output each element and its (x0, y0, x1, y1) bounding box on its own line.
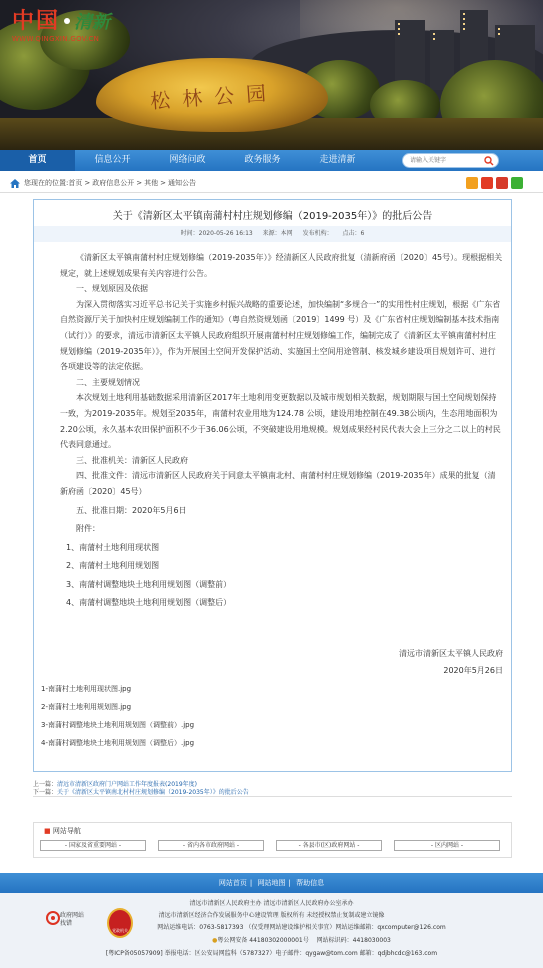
nav-home[interactable]: 首页 (0, 150, 75, 171)
list-item: 4、南蒲村调整地块土地利用规划图（调整后） (66, 598, 232, 608)
attachment-link[interactable]: 4-南蒲村调整地块土地利用规划图（调整后）.jpg (41, 739, 195, 747)
list-item: 3、南蒲村调整地块土地利用规划图（调整前） (66, 579, 232, 589)
prev-title[interactable]: 清远市清新区政府门户网站工作年度报表(2019年度) (57, 781, 197, 788)
attachment-link[interactable]: 3-南蒲村调整地块土地利用规划图（调整前）.jpg (41, 721, 195, 729)
nav-services[interactable]: 政务服务 (244, 155, 281, 165)
header-banner (0, 0, 543, 150)
paragraph: 四、批准文件：清远市清新区人民政府关于同意太平镇南北村、南蒲村村庄规划修编（2019-2035年）成果的批复（清新府函〔2020〕45号） (60, 471, 496, 496)
prev-label: 上一篇 (33, 781, 52, 788)
footer-help[interactable]: 帮助信息 (296, 879, 325, 887)
signature: 清远市清新区太平镇人民政府 (399, 649, 503, 658)
attachment-link[interactable]: 1-南蒲村土地利用现状图.jpg (41, 685, 132, 693)
next-article[interactable]: 下一篇：关于《清新区太平镇南北村村庄规划修编（2019-2035年）》的批后公告 (33, 789, 249, 796)
section-heading: 二、主要规划情况 (76, 377, 140, 387)
report-error-badge[interactable] (46, 909, 86, 939)
district-sites-select[interactable]: - 区内网站 - (394, 840, 500, 851)
next-title[interactable]: 关于《清新区太平镇南北村村庄规划修编（2019-2035年）》的批后公告 (57, 789, 249, 796)
paragraph: 为深入贯彻落实习近平总书记关于实施乡村振兴战略的重要论述，加快编制“多规合一”的实用性村庄规划，根据《广东省自然资源厅关于加快村庄规划编制工作的通知》（粤自然资规划函〔2019〕1499 号）及《广东省村庄规划编制基本技术指南（试行）》的要求，清远市清新区太平镇人民政府组织开展南蒲村村庄规划修编工作，编制完成了《清新区太平镇南蒲村村庄规划修编（2019-2035年）》，作为开展国土空间开发保护活动、实施国土空间用途管制、核发城乡建设项目规划许可、进行各项建设等的法定依据。 (60, 299, 501, 372)
article-meta (34, 226, 511, 242)
footer-police[interactable]: 粤公网安备 44180302000001号 (217, 937, 309, 944)
nav-inquiry[interactable]: 网络问政 (169, 155, 206, 165)
footer-nav: 网站首页 | 网站地图 | 帮助信息 (0, 873, 543, 893)
home-icon (10, 179, 20, 188)
list-item: 2、南蒲村土地利用规划图 (66, 561, 160, 571)
share-bar (466, 177, 523, 189)
paragraph: 本次规划土地利用基础数据采用清新区2017年土地利用变更数据以及城市规划相关数据，规划期限与国土空间规划保持一致，为2019-2035年。规划至2035年，南蒲村农业用地为124.78 公顷，建设用地控制在49.38公顷内，生态用地面积为2.20公顷，永久基本农田保护面积不少于36.06公顷，不突破建设用地规模。规划成果经村民代表大会上三分之二以上的村民代表同意通过。 (60, 393, 501, 450)
favorite-icon[interactable] (466, 177, 478, 189)
list-item: 1、南蒲村土地利用现状图 (66, 542, 160, 552)
wechat-icon[interactable] (511, 177, 523, 189)
paragraph: 三、批准机关：清新区人民政府 (76, 455, 188, 465)
badge2-text: 党政机关 (112, 928, 128, 933)
search-icon[interactable] (484, 156, 494, 166)
next-label: 下一篇 (33, 789, 52, 796)
breadcrumb-notice[interactable]: 通知公告 (167, 179, 196, 187)
county-sites-select[interactable]: - 各县市(区)政府网站 - (276, 840, 382, 851)
sign-date: 2020年5月26日 (443, 666, 503, 675)
site-links-box (33, 822, 512, 858)
badge1-text: 政府网站找错 (60, 912, 85, 927)
breadcrumb-prefix: 您现在的位置: (24, 179, 69, 187)
police-icon: ● (212, 937, 218, 944)
meta-author: 发布机构： (302, 230, 333, 237)
prev-article[interactable]: 上一篇：清远市清新区政府门户网站工作年度报表(2019年度) (33, 781, 197, 788)
nav-info-open[interactable]: 信息公开 (94, 155, 131, 165)
section-heading: 一、规划原因及依据 (76, 284, 148, 294)
footer-site-code: 网站标识码：4418030003 (316, 937, 391, 944)
qzone-icon[interactable] (496, 177, 508, 189)
article-title: 关于《清新区太平镇南蒲村村庄规划修编（2019-2035年）》的批后公告 (112, 211, 433, 222)
logo-china: 中国 (12, 9, 61, 34)
breadcrumb-other[interactable]: 其他 (144, 179, 159, 187)
links-title: ■ 网站导航 (44, 827, 81, 835)
meta-source: 来源：本网 (262, 230, 293, 237)
logo-qingxin: 清新 (74, 12, 111, 33)
article-body (60, 250, 503, 611)
footer-host: 清远市清新区人民政府主办 清远市清新区人民政府办公室承办 (189, 900, 354, 907)
site-logo[interactable] (12, 4, 110, 43)
footer-sitemap[interactable]: 网站地图 (257, 879, 286, 887)
meta-views: 点击：6 (342, 230, 365, 237)
logo-url: WWW.QINGXIN.GOV.CN (12, 35, 100, 43)
nav-about[interactable]: 走进清新 (319, 155, 356, 165)
footer-maint: 清远市清新区经济合作发展服务中心建设管理 版权所有 未经授权禁止复制或建立镜像 (158, 912, 385, 919)
meta-time: 时间：2020-05-26 16:13 (180, 230, 253, 237)
search-box (402, 153, 499, 168)
footer-contact: 网站运维电话：0763-5817393 （仅受理网站建设维护相关事宜）网站运维邮箱：qxcomputer@126.com (157, 924, 446, 931)
national-sites-select[interactable]: - 国家及省重要网站 - (40, 840, 146, 851)
paragraph: 《清新区太平镇南蒲村村庄规划修编（2019-2035年）》经清新区人民政府批复（清新府函〔2020〕45号）。现根据相关规定，就上述规划成果有关内容进行公告。 (60, 253, 503, 278)
breadcrumb-info[interactable]: 政府信息公开 (92, 179, 135, 187)
attachment-link[interactable]: 2-南蒲村土地利用规划图.jpg (41, 703, 132, 711)
breadcrumb: 您现在的位置: 首页 > 政府信息公开 > 其他 > 通知公告 (0, 174, 543, 193)
paragraph: 附件： (76, 524, 100, 534)
paragraph: 五、批准日期：2020年5月6日 (76, 505, 187, 515)
rock-inscription: 松林公园 (149, 80, 279, 114)
search-input[interactable] (410, 154, 485, 167)
footer-home[interactable]: 网站首页 (218, 879, 247, 887)
breadcrumb-home[interactable]: 首页 (68, 179, 83, 187)
city-sites-select[interactable]: - 省内各市政府网站 - (158, 840, 264, 851)
footer-icp: [粤ICP备05057909] 举报电话：区公安局网监科（5787327）电子邮件：qygaw@tom.com 邮箱：qdjbhcdc@163.com (105, 950, 438, 957)
error-report-icon (46, 911, 60, 925)
weibo-icon[interactable] (481, 177, 493, 189)
party-org-badge[interactable] (107, 908, 133, 938)
main-nav (0, 150, 543, 171)
article-panel (33, 199, 512, 772)
